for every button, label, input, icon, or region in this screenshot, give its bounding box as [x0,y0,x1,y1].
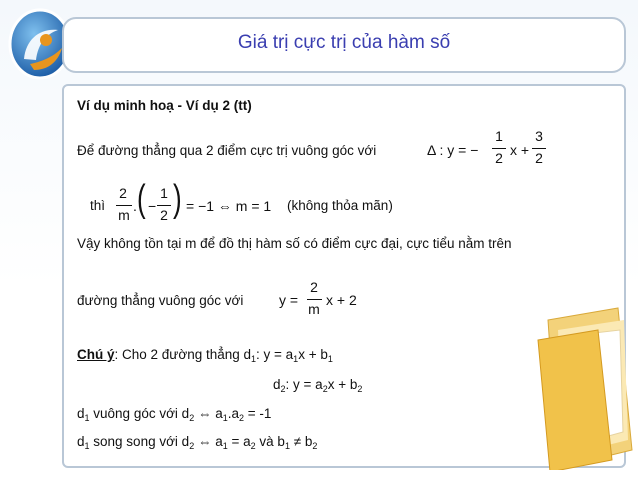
par-mid: song song với d [89,434,190,449]
line4-math-lhs: y = [279,292,299,308]
line2-frac1-num: 2 [119,185,127,201]
note-d2: d [273,377,281,392]
line2-minus: − [148,198,157,214]
line1-frac2-num: 3 [535,128,543,144]
par-b2-sub: 2 [312,441,318,451]
par-eq: = a [227,434,251,449]
line1-frac2-den: 2 [535,150,543,166]
page-title: Giá trị cực trị của hàm số [237,32,451,53]
note-d1-eq: : y = a [256,347,294,362]
line2-frac1-den: m [118,207,130,223]
perp-dot: .a [227,406,240,421]
par-a2-sub: 2 [250,441,256,451]
note-label: Chú ý [77,347,115,362]
line4-frac-den: m [308,301,320,317]
note-d2-eq: : y = a [285,377,323,392]
perp-d1: d [77,406,85,421]
line1-frac2-bar [532,148,546,149]
perp-d2-sub: 2 [189,413,195,423]
line2-frac2-bar [157,205,171,206]
par-d1-sub: 1 [84,441,90,451]
note-line2 [273,377,362,394]
line4-frac-bar [307,299,322,300]
line2-paren-right: ) [173,176,182,220]
parallel-rule [77,434,317,451]
par-a1-sub: 1 [222,441,228,451]
par-and: và b [255,434,285,449]
line4-text: đường thẳng vuông góc với [77,293,244,308]
par-b1-sub: 1 [284,441,290,451]
line2-frac1-bar [116,205,132,206]
title-box [62,17,626,73]
line1-text: Để đường thẳng qua 2 điểm cực trị vuông góc với [77,143,377,158]
note-d2-tail: x + b [327,377,358,392]
par-d1: d [77,434,85,449]
line1-frac1-bar [492,148,506,149]
note-b1-sub: 1 [327,354,333,364]
note-a2-sub: 2 [322,384,328,394]
note-line1 [77,347,333,364]
note-d1-sub: 1 [251,354,257,364]
line1-frac1-num: 1 [495,128,503,144]
note-b2-sub: 2 [357,384,363,394]
line1-math-lhs: Δ : y = − [427,142,479,158]
par-d2-sub: 2 [189,441,195,451]
line2-note: (không thỏa mãn) [287,198,393,213]
folder-icon [528,300,636,470]
perpendicular-rule [77,406,271,423]
note-d2-sub: 2 [280,384,286,394]
line2-frac2-den: 2 [160,207,168,223]
perp-a1-sub: 1 [222,413,228,423]
example-heading: Ví dụ minh hoạ - Ví dụ 2 (tt) [77,98,252,113]
note-a1-sub: 1 [293,354,299,364]
perp-a2-sub: 2 [239,413,245,423]
line1-frac1-den: 2 [495,150,503,166]
note-intro: : Cho 2 đường thẳng d [114,347,251,362]
par-neq: ≠ b [289,434,313,449]
perp-mid: vuông góc với d [89,406,190,421]
line2-frac2-num: 1 [160,185,168,201]
line2-thi: thì [90,198,106,213]
perp-d1-sub: 1 [84,413,90,423]
line4-math-rhs: x + 2 [326,292,357,308]
line3-text: Vậy không tồn tại m để đồ thị hàm số có điểm cực đại, cực tiểu nằm trên [77,236,512,251]
perp-iff: ⇔ a [194,406,223,421]
line2-paren-left: ( [137,176,146,220]
line1-math-mid: x + [510,142,530,158]
par-iff: ⇔ a [194,434,223,449]
line2-rest: = −1 ⇔ m = 1 [186,198,272,214]
line2-dot: . [133,198,137,214]
line4-frac-num: 2 [310,279,318,295]
perp-tail: = -1 [244,406,272,421]
note-d1-tail: x + b [298,347,328,362]
